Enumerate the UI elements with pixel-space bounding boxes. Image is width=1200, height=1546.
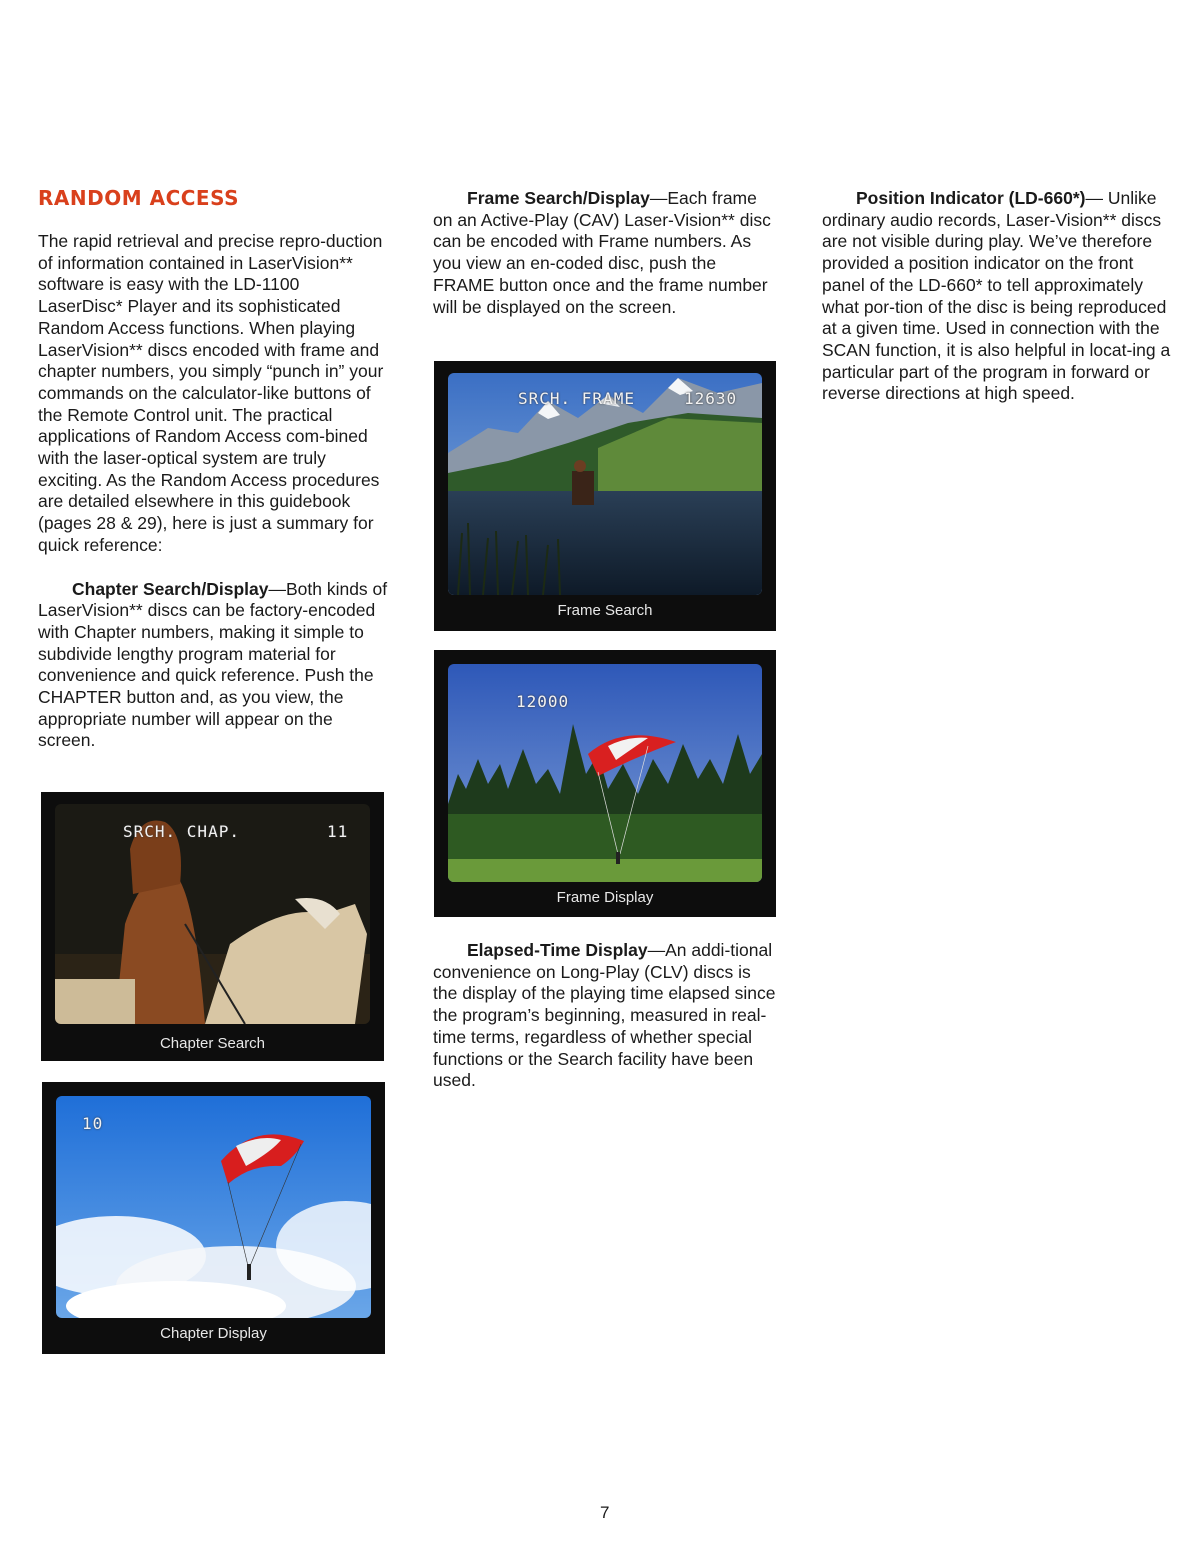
chapter-display-caption: Chapter Display bbox=[160, 1325, 267, 1342]
chapter-display-screen bbox=[56, 1096, 371, 1318]
osd-chapter-value: 10 bbox=[82, 1114, 104, 1133]
elapsed-subheading: Elapsed-Time Display bbox=[467, 940, 648, 960]
osd-chapter-label: SRCH. CHAP. bbox=[123, 822, 240, 841]
position-paragraph bbox=[822, 188, 1172, 405]
frame-search-caption: Frame Search bbox=[557, 602, 653, 619]
osd-chapter-number: 11 bbox=[327, 822, 349, 841]
frame-paragraph bbox=[433, 188, 778, 318]
osd-frame-value: 12000 bbox=[516, 692, 570, 711]
column-2 bbox=[433, 188, 778, 318]
parachute-field-image bbox=[448, 664, 762, 882]
position-subheading: Position Indicator (LD-660*) bbox=[856, 188, 1086, 208]
chapter-subheading: Chapter Search/Display bbox=[72, 578, 269, 599]
chapter-search-caption: Chapter Search bbox=[159, 1035, 266, 1052]
osd-frame-number: 12630 bbox=[684, 389, 738, 408]
frame-display-caption: Frame Display bbox=[556, 889, 654, 906]
chapter-search-photo bbox=[41, 792, 384, 1061]
frame-display-photo bbox=[434, 650, 776, 917]
chapter-search-screen bbox=[55, 804, 370, 1024]
position-body: — Unlike ordinary audio records, Laser-Vision** discs are not visible during play. We’ve therefore provided a position indicator on the front panel of the LD-660* to tell approximately what por-tion of the disc is being reproduced at a given time. Used in connection with the SCAN function, it is also helpful in locat-ing a particular part of the program in forward or reverse directions at high speed. bbox=[822, 188, 1171, 404]
column-3 bbox=[822, 188, 1172, 405]
elapsed-paragraph bbox=[433, 940, 778, 1092]
frame-display-screen bbox=[448, 664, 762, 882]
column-1 bbox=[38, 231, 388, 752]
chapter-body: —Both kinds of LaserVision** discs can be factory-encoded with Chapter numbers, making it simple to subdivide lengthy program material for convenience and quick reference. Push the CHAPTER button and, as you view, the appropriate number will appear on the screen. bbox=[38, 578, 388, 751]
frame-search-photo bbox=[434, 361, 776, 631]
osd-search-label: SRCH. FRAME bbox=[518, 389, 635, 408]
section-heading: RANDOM ACCESS bbox=[38, 186, 239, 210]
elapsed-body: —An addi-tional convenience on Long-Play (CLV) discs is the display of the playing time elapsed since the program’s beginning, measured in real-time terms, regardless of whether special functions or the Search facility have been used. bbox=[433, 940, 776, 1091]
intro-paragraph: The rapid retrieval and precise repro-duction of information contained in LaserVision** software is easy with the LD-1100 LaserDisc* Player and its sophisticated Random Access functions. When playing LaserVision** discs encoded with frame and chapter numbers, you simply “punch in” your commands on the calculator-like buttons of the Remote Control unit. The practical applications of Random Access com-bined with the laser-optical system are truly exciting. As the Random Access procedures are detailed elsewhere in this guidebook (pages 28 & 29), here is just a summary for quick reference: bbox=[38, 231, 384, 555]
frame-subheading: Frame Search/Display bbox=[467, 188, 650, 208]
frame-body: —Each frame on an Active-Play (CAV) Laser-Vision** disc can be encoded with Frame numbers. As you view an en-coded disc, push the FRAME button once and the frame number will be displayed on the screen. bbox=[433, 188, 771, 317]
column-2-lower bbox=[433, 940, 778, 1092]
chapter-paragraph bbox=[38, 579, 388, 753]
page-number: 7 bbox=[600, 1503, 610, 1522]
chapter-display-photo bbox=[42, 1082, 385, 1354]
frame-search-screen bbox=[448, 373, 762, 595]
